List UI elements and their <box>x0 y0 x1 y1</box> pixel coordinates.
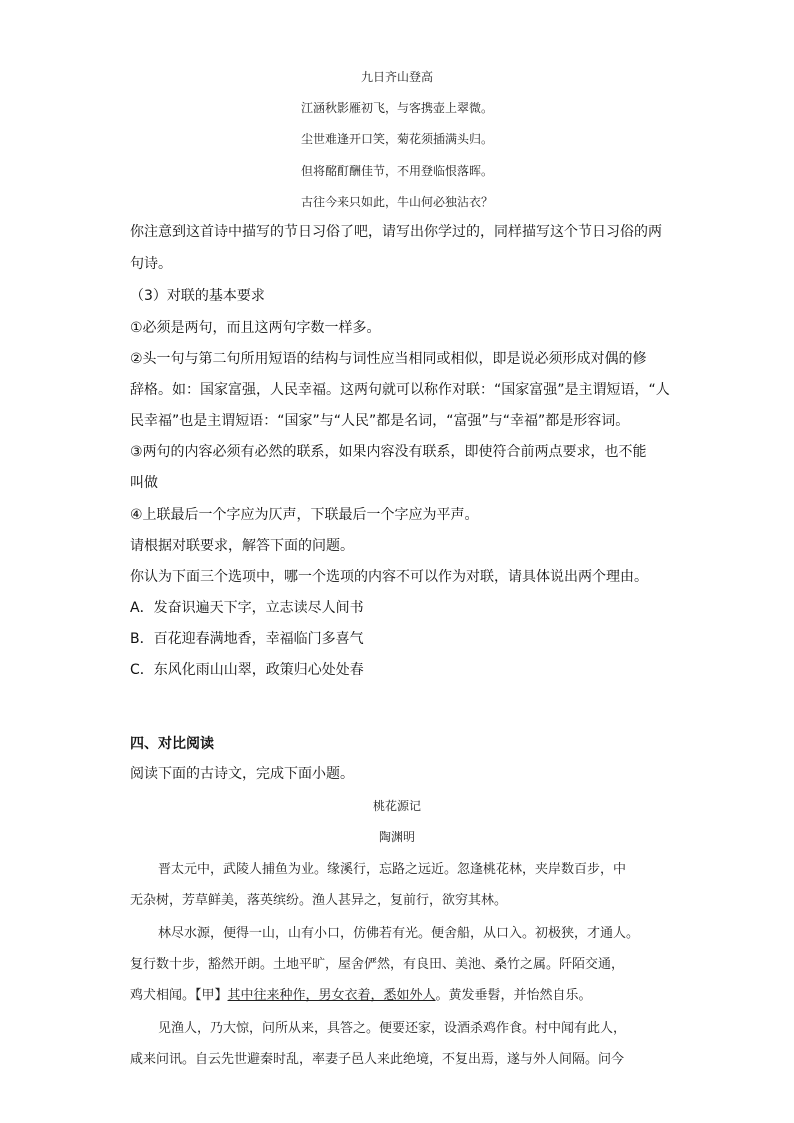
question-text-cont: 句诗。 <box>130 256 172 272</box>
poem-line-4: 古往今来只如此，牛山何必独沾衣？ <box>300 195 493 209</box>
section-instruction: 阅读下面的古诗文，完成下面小题。 <box>130 766 354 782</box>
paragraph-2-lead: 鸡犬相闻。【甲】 <box>130 988 228 1003</box>
rule-1: ①必须是两句，而且这两句字数一样多。 <box>130 320 381 336</box>
paragraph-2: 林尽水源，便得一山，山有小口，仿佛若有光。便舍船，从口入。初极狭，才通人。 <box>158 926 640 941</box>
rule-3-cont: 叫做 <box>130 475 158 491</box>
instruction: 请根据对联要求，解答下面的问题。 <box>130 538 354 554</box>
question-text: 你注意到这首诗中描写的节日习俗了吧，请写出你学过的，同样描写这个节日习俗的两 <box>130 224 662 240</box>
paragraph-2-cont-2 <box>130 984 670 1003</box>
poem-title: 九日齐山登高 <box>360 70 433 84</box>
paragraph-1-cont: 无杂树，芳草鲜美，落英缤纷。渔人甚异之，复前行，欲穷其林。 <box>130 893 508 908</box>
rule-4: ④上联最后一个字应为仄声，下联最后一个字应为平声。 <box>130 507 479 523</box>
paragraph-2-tail: 。黄发垂髫，并怡然自乐。 <box>435 988 592 1003</box>
paragraph-3: 见渔人，乃大惊，问所从来，具答之。便要还家，设酒杀鸡作食。村中闻有此人， <box>158 1021 627 1036</box>
couplet-heading: （3）对联的基本要求 <box>130 288 265 304</box>
option-a: A．发奋识遍天下字，立志读尽人间书 <box>130 600 364 616</box>
poem-line-2: 尘世难逢开口笑，菊花须插满头归。 <box>300 132 493 146</box>
paragraph-2-cont: 复行数十步，豁然开朗。土地平旷，屋舍俨然，有良田、美池、桑竹之属。阡陌交通， <box>130 957 625 972</box>
rule-2: ②头一句与第二句所用短语的结构与词性应当相同或相似，即是说必须形成对偶的修 <box>130 351 647 367</box>
option-b: B．百花迎春满地香，幸福临门多喜气 <box>130 631 364 647</box>
passage-title: 桃花源记 <box>372 799 421 813</box>
passage-author: 陶渊明 <box>378 830 415 844</box>
rule-3: ③两句的内容必须有必然的联系，如果内容没有联系，即使符合前两点要求，也不能 <box>130 444 647 460</box>
underlined-sentence: 其中往来种作，男女衣着，悉如外人 <box>227 988 436 1003</box>
rule-2-cont-2: 民幸福”也是主谓短语：“国家”与“人民”都是名词，“富强”与“幸福”都是形容词。 <box>130 413 630 429</box>
section-heading: 四、对比阅读 <box>130 736 214 752</box>
rule-2-cont: 辞格。如：国家富强，人民幸福。这两句就可以称作对联：“国家富强”是主谓短语，“人 <box>130 382 670 398</box>
poem-line-1: 江涵秋影雁初飞，与客携壶上翠微。 <box>300 101 493 115</box>
poem-line-3: 但将酩酊酬佳节，不用登临恨落晖。 <box>300 164 493 178</box>
couplet-question: 你认为下面三个选项中，哪一个选项的内容不可以作为对联，请具体说出两个理由。 <box>130 569 648 585</box>
paragraph-1: 晋太元中，武陵人捕鱼为业。缘溪行，忘路之远近。忽逢桃花林，夹岸数百步，中 <box>158 862 627 877</box>
option-c: C．东风化雨山山翠，政策归心处处春 <box>130 662 364 678</box>
paragraph-3-cont: 咸来问讯。自云先世避秦时乱，率妻子邑人来此绝境，不复出焉，遂与外人间隔。问今 <box>130 1052 625 1067</box>
